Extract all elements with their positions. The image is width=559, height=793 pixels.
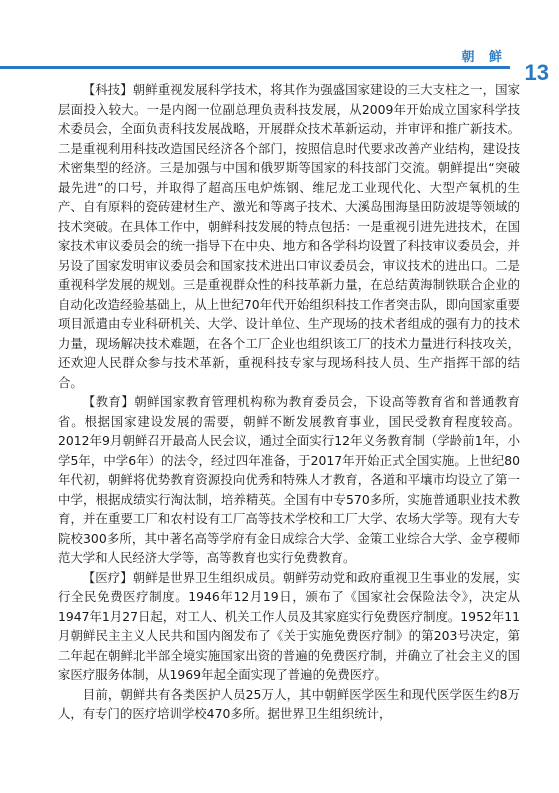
page-number: 13 [524,60,549,85]
page-header [0,0,559,85]
paragraph-education: 【教育】朝鲜国家教育管理机构称为教育委员会，下设高等教育省和普通教育省。根据国家建设发展的需要，朝鲜不断发展教育事业，国民受教育程度较高。2012年9月朝鲜召开最高人民会议，通过全面实行12年义务教育制（学龄前1年，小学5年，中学6年）的法令，经过四年准备，于2017年开始正式全国实施。上世纪80年代初，朝鲜将优势教育资源投向优秀和特殊人才教育，各道和平壤市均设立了第一中学，根据成绩实行淘汰制，培养精英。全国有中专570多所，实施普通职业技术教育，并在重要工厂和农村设有工厂高等技术学校和工厂大学、农场大学等。现有大专院校300多所，其中著名高等学府有金日成综合大学、金策工业综合大学、金亨稷师范大学和人民经济大学等，高等教育也实行免费教育。 [58,394,520,565]
paragraph-medical-staff: 目前，朝鲜共有各类医护人员25万人，其中朝鲜医学医生和现代医学医生约8万人，有专门的医疗培训学校470多所。据世界卫生组织统计， [58,686,520,721]
paragraph-technology: 【科技】朝鲜重视发展科学技术，将其作为强盛国家建设的三大支柱之一，国家层面投入较大。一是内阁一位副总理负责科技发展，从2009年开始成立国家科学技术委员会，全面负责科技发展战略，开展群众技术革新运动，并审评和推广新技术。二是重视利用科技改造国民经济各个部门，按照信息时代要求改善产业结构，建设技术密集型的经济。三是加强与中国和俄罗斯等国家的科技部门交流。朝鲜提出“突破最先进”的口号，并取得了超高压电炉炼钢、维尼龙工业现代化、大型产氧机的生产、自有原料的瓷砖建材生产、激光和等离子技术、大溪岛围海垦田防波堤等领域的技术突破。在具体工作中，朝鲜科技发展的特点包括：一是重视引进先进技术，在国家技术审议委员会的统一指导下在中央、地方和各学科均设置了科技审议委员会，并另设了国家发明审议委员会和国家技术进出口审议委员会，审议技术的进出口。二是重视科学发展的规划。三是重视群众性的科技革新力量，在总结黄海制铁联合企业的自动化改造经验基础上，从上世纪70年代开始组织科技工作者突击队，即向国家重要项目派遣由专业科研机关、大学、设计单位、生产现场的技术者组成的强有力的技术力量，现场解决技术难题，在各个工厂企业也组织该工厂的技术力量进行科技攻关，还欢迎人民群众参与技术革新，重视科技专家与现场科技人员、生产指挥干部的结合。 [58,82,520,390]
body-text [58,80,520,724]
header-rule [0,66,510,69]
paragraph-healthcare: 【医疗】朝鲜是世界卫生组织成员。朝鲜劳动党和政府重视卫生事业的发展，实行全民免费医疗制度。1946年12月19日，颁布了《国家社会保险法令》，决定从1947年1月27日起，对工人、机关工作人员及其家庭实行免费医疗制度。1952年11月朝鲜民主主义人民共和国内阁发布了《关于实施免费医疗制》的第203号决定，第二年起在朝鲜北半部全境实施国家出资的普遍的免费医疗制，并确立了社会主义的国家医疗服务体制，从1969年起全面实现了普遍的免费医疗。 [58,569,520,682]
running-title: 朝 鲜 [461,50,507,65]
